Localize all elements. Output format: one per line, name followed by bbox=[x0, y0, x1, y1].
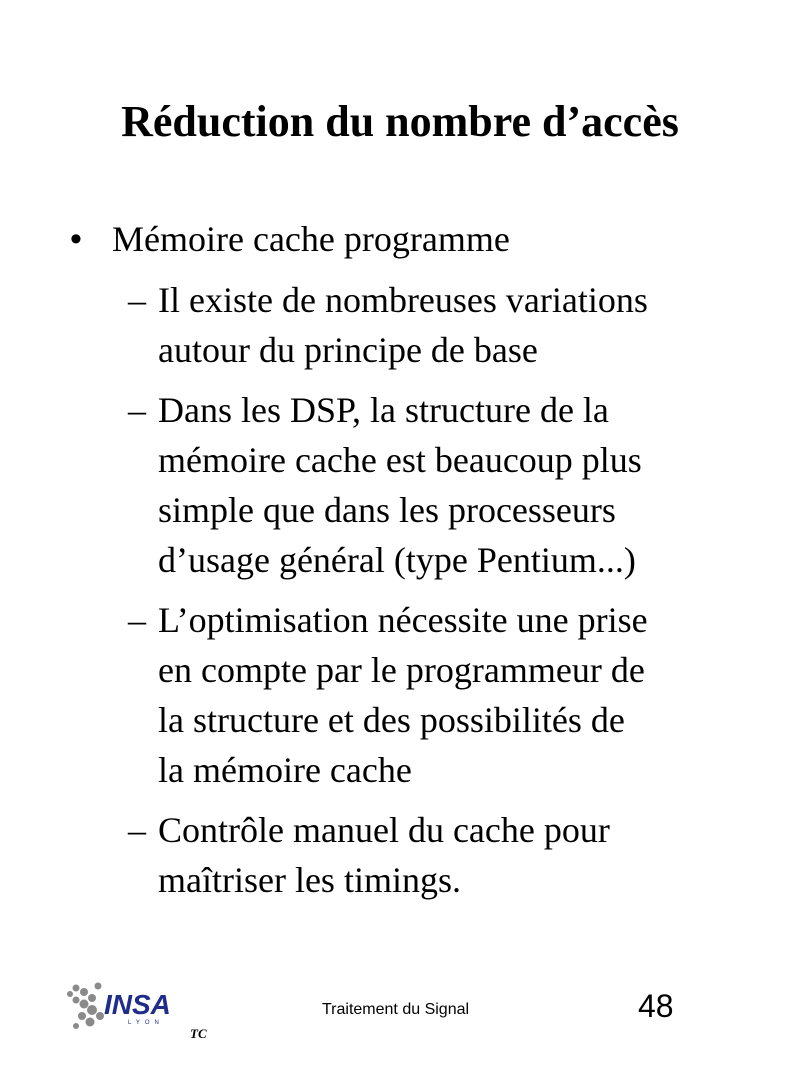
sub-item-line: maîtriser les timings. bbox=[158, 860, 461, 900]
sub-item-line: en compte par le programmeur de bbox=[158, 650, 645, 690]
page-number: 48 bbox=[638, 988, 674, 1024]
sub-item bbox=[128, 805, 768, 905]
sub-item-line: d’usage général (type Pentium...) bbox=[158, 540, 636, 580]
sub-list bbox=[128, 275, 768, 915]
sub-item-line: L’optimisation nécessite une prise bbox=[158, 600, 648, 640]
dash-icon: – bbox=[128, 390, 146, 430]
bullet-dot-icon: • bbox=[70, 220, 82, 258]
sub-item-line: la mémoire cache bbox=[158, 750, 412, 790]
insa-logo-icon bbox=[62, 976, 212, 1046]
sub-item-line: simple que dans les processeurs bbox=[158, 490, 616, 530]
dash-icon: – bbox=[128, 600, 146, 640]
bullet-text: Mémoire cache programme bbox=[112, 219, 510, 259]
slide-title: Réduction du nombre d’accès bbox=[121, 97, 679, 146]
sub-item-line: Dans les DSP, la structure de la bbox=[158, 390, 609, 430]
sub-item-line: la structure et des possibilités de bbox=[158, 700, 625, 740]
logo-dots bbox=[67, 983, 104, 1030]
dash-icon: – bbox=[128, 810, 146, 850]
logo-text: INSA bbox=[104, 989, 171, 1020]
sub-item bbox=[128, 385, 768, 585]
logo-subtext: LYON bbox=[128, 1020, 164, 1026]
sub-item-line: Il existe de nombreuses variations bbox=[158, 280, 648, 320]
insa-logo bbox=[62, 976, 212, 1046]
sub-item-line: mémoire cache est beaucoup plus bbox=[158, 440, 642, 480]
sub-item-line: Contrôle manuel du cache pour bbox=[158, 810, 610, 850]
sub-item bbox=[128, 595, 768, 795]
logo-tag: TC bbox=[190, 1026, 207, 1041]
footer-course-title: Traitement du Signal bbox=[322, 1001, 470, 1018]
sub-item bbox=[128, 275, 768, 375]
sub-item-line: autour du principe de base bbox=[158, 330, 538, 370]
dash-icon: – bbox=[128, 280, 146, 320]
